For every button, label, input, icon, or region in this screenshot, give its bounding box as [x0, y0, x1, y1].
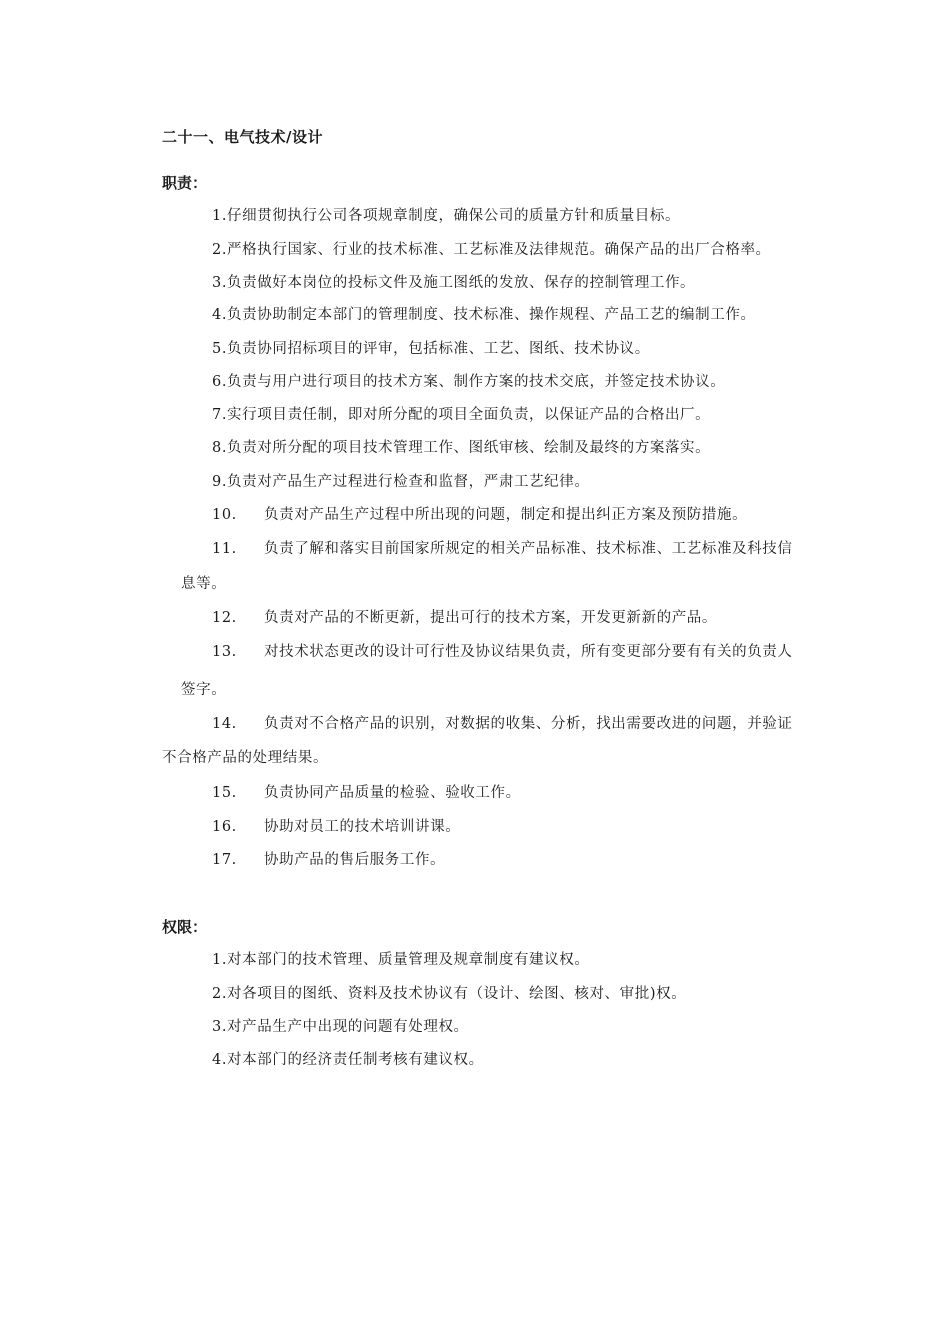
- duty-item-number: 11.: [212, 541, 237, 557]
- duty-item-number: 15.: [212, 785, 237, 801]
- duty-item-8: [212, 436, 710, 457]
- duty-item-text: 负责对不合格产品的识别，对数据的收集、分析，找出需要改进的问题，并验证: [264, 716, 793, 732]
- authority-item-number: 4.: [212, 1052, 228, 1068]
- duty-item-continuation: 息等。: [181, 576, 227, 592]
- duty-item-text: 负责做好本岗位的投标文件及施工图纸的发放、保存的控制管理工作。: [227, 275, 696, 291]
- authority-item-text: 对产品生产中出现的问题有处理权。: [227, 1019, 469, 1035]
- authority-item-4: [212, 1048, 484, 1069]
- document-title: 二十一、电气技术/设计: [162, 128, 323, 146]
- duty-item-text: 仔细贯彻执行公司各项规章制度，确保公司的质量方针和质量目标。: [227, 208, 681, 224]
- duty-item-number: 13.: [212, 644, 237, 660]
- duty-item-3: [212, 271, 695, 292]
- authority-item-text: 对本部门的技术管理、质量管理及规章制度有建议权。: [227, 952, 590, 968]
- duty-item-number: 8.: [212, 440, 228, 456]
- duty-item-text: 负责对产品生产过程中所出现的问题，制定和提出纠正方案及预防措施。: [264, 507, 748, 523]
- duty-item-9: [212, 470, 589, 491]
- duty-item-17: [212, 848, 445, 869]
- duty-item-number: 14.: [212, 716, 237, 732]
- duty-item-6: [212, 370, 725, 391]
- duty-item-number: 9.: [212, 474, 228, 490]
- duty-item-text: 协助对员工的技术培训讲课。: [264, 819, 461, 835]
- duty-item-number: 2.: [212, 242, 228, 258]
- duty-item-number: 12.: [212, 610, 237, 626]
- duty-item-text: 实行项目责任制，即对所分配的项目全面负责，以保证产品的合格出厂。: [227, 407, 711, 423]
- authority-item-number: 1.: [212, 952, 228, 968]
- duty-item-text: 负责协助制定本部门的管理制度、技术标准、操作规程、产品工艺的编制工作。: [227, 307, 756, 323]
- authority-item-3: [212, 1015, 469, 1036]
- duty-item-text: 负责了解和落实目前国家所规定的相关产品标准、技术标准、工艺标准及科技信: [264, 541, 793, 557]
- duty-item-text: 严格执行国家、行业的技术标准、工艺标准及法律规范。确保产品的出厂合格率。: [227, 242, 771, 258]
- duty-item-number: 5.: [212, 341, 228, 357]
- duty-item-text: 负责对所分配的项目技术管理工作、图纸审核、绘制及最终的方案落实。: [227, 440, 711, 456]
- authority-item-1: [212, 948, 589, 969]
- duty-item-5: [212, 337, 650, 358]
- authority-item-text: 对本部门的经济责任制考核有建议权。: [227, 1052, 484, 1068]
- duty-item-number: 3.: [212, 275, 228, 291]
- authority-item-2: [212, 982, 686, 1003]
- duties-heading: 职责：: [162, 174, 208, 192]
- duty-item-number: 17.: [212, 852, 237, 868]
- duty-item-number: 1.: [212, 208, 228, 224]
- duty-item-11: [212, 537, 793, 558]
- duty-item-continuation: 签字。: [181, 682, 227, 698]
- duty-item-12: [212, 606, 717, 627]
- duty-item-14: [212, 712, 793, 733]
- duty-item-2: [212, 238, 771, 259]
- duty-item-text: 负责对产品的不断更新，提出可行的技术方案，开发更新新的产品。: [264, 610, 717, 626]
- duty-item-4: [212, 303, 756, 324]
- duty-item-text: 负责协同产品质量的检验、验收工作。: [264, 785, 521, 801]
- duty-item-number: 7.: [212, 407, 228, 423]
- duty-item-text: 负责对产品生产过程进行检查和监督，严肃工艺纪律。: [227, 474, 590, 490]
- duty-item-number: 4.: [212, 307, 228, 323]
- duty-item-16: [212, 815, 460, 836]
- authority-item-number: 3.: [212, 1019, 228, 1035]
- duty-item-7: [212, 403, 710, 424]
- duty-item-text: 负责协同招标项目的评审，包括标准、工艺、图纸、技术协议。: [227, 341, 650, 357]
- duty-item-13: [212, 640, 793, 661]
- duty-item-number: 16.: [212, 819, 237, 835]
- duty-item-10: [212, 503, 747, 524]
- duty-item-number: 6.: [212, 374, 228, 390]
- authority-item-text: 对各项目的图纸、资料及技术协议有（设计、绘图、核对、审批)权。: [227, 986, 687, 1002]
- duty-item-15: [212, 781, 521, 802]
- duty-item-text: 协助产品的售后服务工作。: [264, 852, 446, 868]
- duty-item-1: [212, 204, 680, 225]
- duty-item-text: 对技术状态更改的设计可行性及协议结果负责，所有变更部分要有有关的负责人: [264, 644, 793, 660]
- authority-item-number: 2.: [212, 986, 228, 1002]
- duty-item-continuation: 不合格产品的处理结果。: [162, 750, 329, 766]
- authority-heading: 权限：: [162, 918, 208, 936]
- duty-item-number: 10.: [212, 507, 237, 523]
- duty-item-text: 负责与用户进行项目的技术方案、制作方案的技术交底，并签定技术协议。: [227, 374, 726, 390]
